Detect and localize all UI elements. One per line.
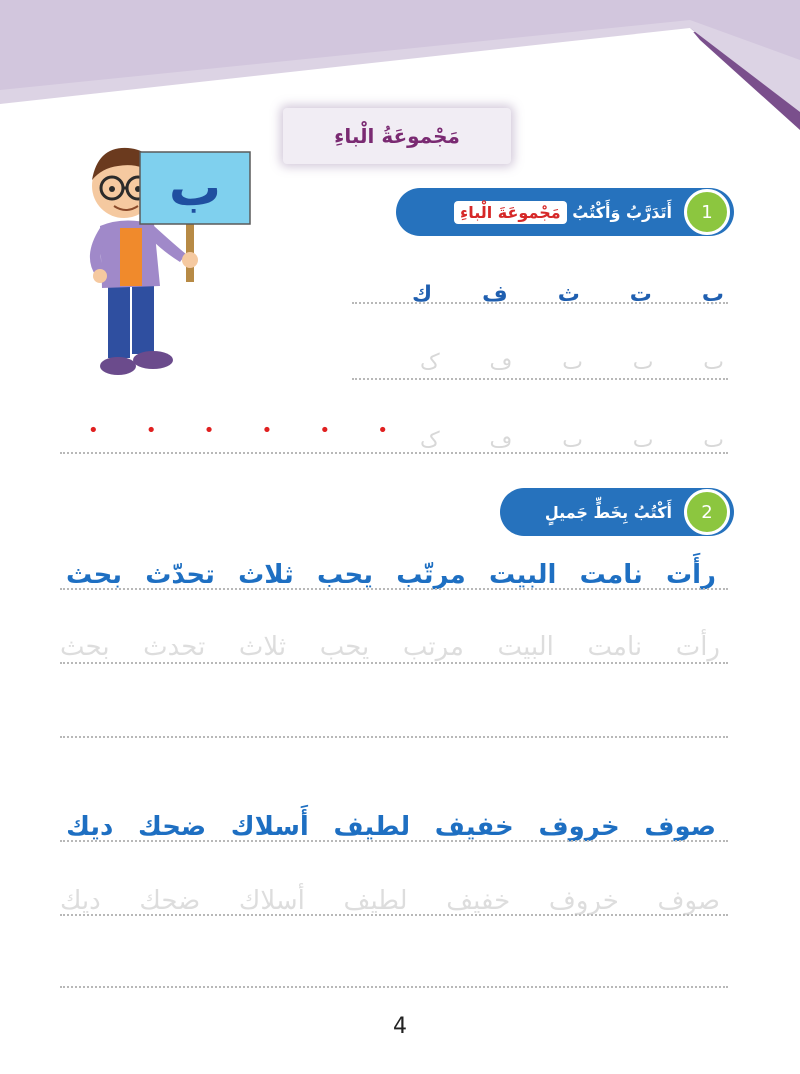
- exercise1-number: 1: [684, 189, 730, 235]
- trace-letter: ک: [420, 350, 440, 375]
- word-item: بحث: [66, 560, 123, 590]
- start-dots-row: [88, 420, 388, 441]
- word-item: خفيف: [434, 812, 514, 842]
- writing-line: [60, 914, 728, 916]
- start-dot: •: [88, 420, 99, 441]
- start-dot: •: [319, 420, 331, 441]
- trace-letters-row: [420, 350, 724, 375]
- trace-letter: ڡ: [489, 350, 513, 375]
- writing-line: [352, 378, 728, 380]
- writing-line: [60, 662, 728, 664]
- word-item: خروف: [538, 812, 620, 842]
- trace-letters-row-2: [420, 428, 724, 453]
- word-item: مرتّب: [396, 560, 466, 590]
- words-line-1: [66, 560, 716, 590]
- writing-line: [60, 736, 728, 738]
- trace-letter: ٮ: [562, 428, 583, 453]
- writing-line: [352, 302, 728, 304]
- trace-letter: ٮ: [562, 350, 583, 375]
- word-item: تحدّث: [145, 560, 215, 590]
- word-item: لطيف: [333, 812, 411, 842]
- trace-letter: ک: [420, 428, 440, 453]
- letter-item: ب: [701, 282, 724, 307]
- exercise2-number: 2: [684, 489, 730, 535]
- writing-line: [60, 588, 728, 590]
- letter-item: ك: [412, 282, 433, 307]
- exercise2-instruction: أَكْتُبُ بِخَطٍّ جَميلٍ: [544, 502, 672, 522]
- trace-letter: ڡ: [489, 428, 513, 453]
- exercise1-header: [396, 188, 734, 236]
- start-dot: •: [203, 420, 215, 441]
- trace-words-line-2: صوف خروف خفيف لطيف أسلاك ضحك ديك: [60, 886, 720, 916]
- word-item: ضحك: [138, 812, 207, 842]
- letter-item: ث: [557, 282, 580, 307]
- word-item: البيت: [488, 560, 557, 590]
- trace-letter: ٮ: [632, 350, 654, 375]
- trace-letter: ٮ: [703, 428, 724, 453]
- sign-letter: ب: [168, 158, 222, 218]
- word-item: صوف: [644, 812, 716, 842]
- start-dot: •: [377, 420, 388, 441]
- page-number: 4: [393, 1014, 407, 1039]
- letter-item: ت: [629, 282, 652, 307]
- start-dot: •: [145, 420, 157, 441]
- trace-letter: ٮ: [703, 350, 724, 375]
- page-title-text: مَجْموعَةُ الْباءِ: [334, 124, 460, 148]
- trace-words-line-1: رأت نامت البيت مرتب يحب ثلاث تحدث بحث: [60, 632, 720, 662]
- word-item: نامت: [579, 560, 643, 590]
- word-item: ديك: [66, 812, 114, 842]
- letter-item: ف: [482, 282, 508, 307]
- start-dot: •: [261, 420, 273, 441]
- writing-line: [60, 452, 728, 454]
- exercise1-instruction: [454, 203, 672, 222]
- word-item: يحب: [316, 560, 374, 590]
- page-title: [283, 108, 511, 164]
- exercise2-header: [500, 488, 734, 536]
- word-item: رأَت: [665, 560, 716, 590]
- word-item: أَسلاك: [230, 812, 309, 842]
- exercise1-highlight: مَجْموعَةَ الْباءِ: [454, 201, 567, 224]
- writing-line: [60, 986, 728, 988]
- trace-letter: ٮ: [632, 428, 654, 453]
- word-item: ثلاث: [238, 560, 294, 590]
- writing-line: [60, 840, 728, 842]
- words-line-2: [66, 812, 716, 842]
- exercise1-instruction-text: أَتَدَرَّبُ وَأَكْتُبُ: [572, 202, 672, 222]
